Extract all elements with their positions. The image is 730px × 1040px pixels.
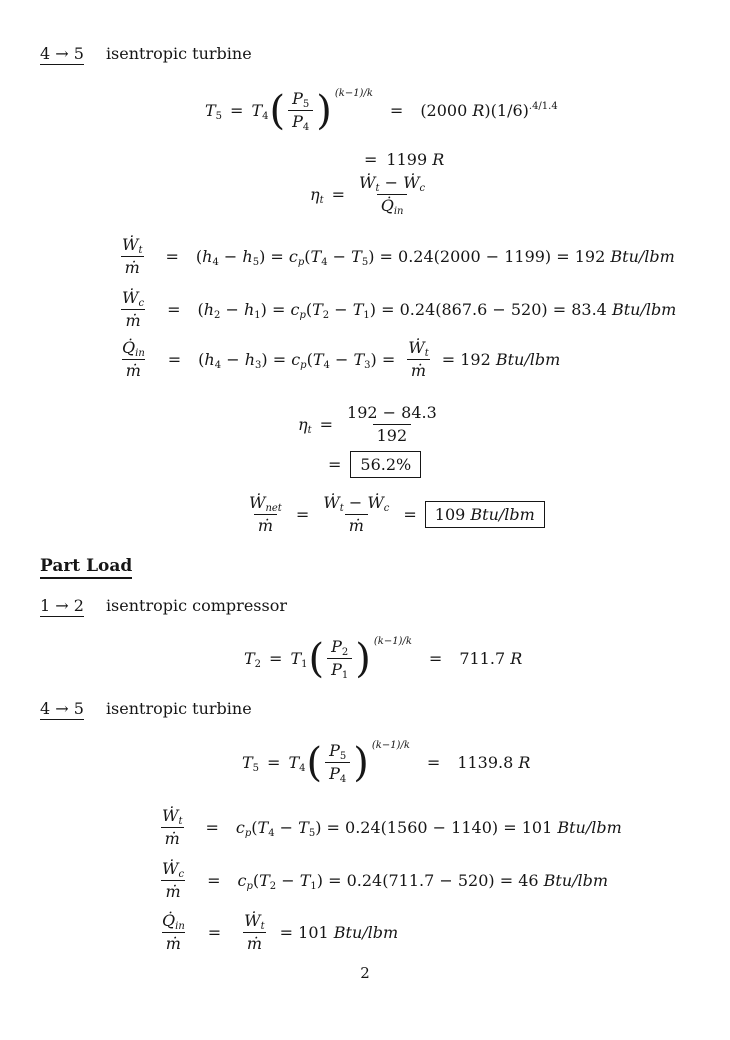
math-text: ) = bbox=[260, 300, 291, 319]
minus-sign: − bbox=[276, 871, 300, 890]
math-run bbox=[198, 350, 395, 369]
math-text: ) = bbox=[261, 350, 292, 369]
page-number: 2 bbox=[360, 964, 370, 982]
numerator bbox=[118, 234, 146, 256]
var: η bbox=[298, 415, 308, 434]
denominator: 192 bbox=[373, 424, 412, 447]
var: c bbox=[290, 300, 300, 319]
numerator bbox=[355, 172, 429, 194]
var-sub: 2 bbox=[341, 647, 349, 658]
var: ṁ bbox=[125, 311, 141, 330]
var: ṁ bbox=[125, 361, 141, 380]
var-sub: t bbox=[307, 425, 312, 436]
fraction bbox=[288, 88, 313, 133]
var: Ẇ bbox=[162, 859, 179, 878]
var-sub: t bbox=[424, 348, 429, 359]
math-text: ( bbox=[252, 871, 260, 890]
equals-sign: = bbox=[207, 871, 221, 890]
var-sub: t bbox=[319, 195, 324, 206]
fraction bbox=[158, 805, 186, 850]
fraction bbox=[240, 910, 268, 955]
equals-sign: = bbox=[389, 101, 404, 120]
var-sub: c bbox=[383, 503, 390, 514]
math-run bbox=[205, 101, 269, 120]
equation-eta-result bbox=[328, 451, 421, 478]
var: Q̇ bbox=[122, 338, 136, 357]
math-run bbox=[197, 300, 676, 319]
fraction bbox=[319, 492, 393, 537]
equals-sign: = bbox=[267, 753, 281, 772]
var: h bbox=[243, 300, 255, 319]
fraction bbox=[118, 234, 146, 279]
numerator bbox=[319, 492, 393, 514]
unit: R bbox=[518, 753, 531, 772]
math-text: ( bbox=[197, 300, 204, 319]
denominator bbox=[243, 932, 266, 955]
var-sub: t bbox=[375, 183, 380, 194]
math-text: = 192 bbox=[441, 350, 496, 369]
var: ṁ bbox=[410, 361, 427, 380]
math-run bbox=[242, 753, 306, 772]
var-sub: 4 bbox=[262, 111, 269, 122]
state-range: 1 → 2 bbox=[40, 596, 84, 615]
var: T bbox=[288, 753, 300, 772]
numerator bbox=[245, 492, 286, 514]
var: ṁ bbox=[165, 882, 181, 901]
var-sub: 2 bbox=[214, 310, 221, 321]
equals-sign: = bbox=[295, 505, 310, 524]
heading-label: isentropic turbine bbox=[105, 44, 252, 63]
math-run bbox=[457, 753, 530, 772]
math-text: ( bbox=[304, 247, 311, 266]
math-text: = 101 bbox=[279, 923, 334, 942]
var-sub: net bbox=[265, 503, 282, 514]
unit: Btu/lbm bbox=[610, 247, 675, 266]
equals-sign: = bbox=[331, 185, 346, 204]
fraction bbox=[118, 337, 149, 382]
equals-sign: = bbox=[428, 649, 443, 668]
minus-sign: − bbox=[329, 350, 354, 369]
var: ṁ bbox=[348, 516, 364, 535]
fraction bbox=[245, 492, 286, 537]
state-range: 4 → 5 bbox=[40, 699, 84, 718]
var: Q̇ bbox=[162, 911, 176, 930]
var-sub: 3 bbox=[364, 360, 371, 371]
var-sub: p bbox=[297, 257, 305, 268]
var: R bbox=[472, 101, 485, 120]
denominator bbox=[122, 359, 145, 382]
var: Ẇ bbox=[403, 173, 420, 192]
math-run bbox=[236, 818, 622, 837]
numerator bbox=[327, 636, 352, 658]
var: Q̇ bbox=[380, 196, 394, 215]
var: Ẇ bbox=[249, 493, 266, 512]
equation-t5-value bbox=[364, 150, 444, 169]
minus-sign: − bbox=[329, 300, 353, 319]
var: Ẇ bbox=[244, 911, 261, 930]
var: P bbox=[292, 112, 303, 131]
var-sub: 4 bbox=[339, 774, 347, 785]
math-text: ) = 0.24(2000 − 1199) = 192 bbox=[368, 247, 611, 266]
var: T bbox=[353, 350, 365, 369]
var-sub: in bbox=[393, 206, 404, 217]
math-text: 109 bbox=[434, 505, 471, 524]
var: h bbox=[242, 247, 253, 266]
var-sub: 2 bbox=[269, 881, 277, 892]
var-sub: 5 bbox=[339, 751, 347, 762]
section-heading-12-compressor bbox=[40, 596, 287, 617]
var: h bbox=[244, 350, 255, 369]
var: P bbox=[292, 89, 303, 108]
equals-sign: = bbox=[403, 505, 417, 524]
var: Ẇ bbox=[122, 235, 139, 254]
var: T bbox=[351, 247, 362, 266]
var: ṁ bbox=[257, 516, 273, 535]
minus-sign: − bbox=[220, 300, 244, 319]
unit: Btu/lbm bbox=[470, 505, 535, 524]
var-sub: 5 bbox=[361, 257, 369, 268]
math-run bbox=[442, 350, 561, 369]
var: c bbox=[237, 871, 247, 890]
math-text: ) = bbox=[370, 350, 396, 369]
equation-qin-rate bbox=[116, 337, 560, 382]
var-sub: in bbox=[175, 921, 185, 932]
result-box bbox=[425, 501, 545, 528]
math-run bbox=[196, 247, 675, 266]
var: Ẇ bbox=[359, 173, 376, 192]
var-sub: t bbox=[339, 503, 344, 514]
numerator bbox=[325, 740, 350, 762]
numerator bbox=[404, 337, 432, 359]
math-text: ( bbox=[251, 818, 258, 837]
denominator bbox=[407, 359, 430, 382]
fraction bbox=[158, 910, 189, 955]
var: T bbox=[242, 753, 253, 772]
denominator bbox=[161, 827, 184, 850]
numerator bbox=[158, 805, 186, 827]
unit: Btu/lbm bbox=[333, 923, 399, 942]
heading-label: isentropic turbine bbox=[105, 699, 252, 718]
math-text: ( bbox=[306, 350, 313, 369]
denominator bbox=[254, 514, 277, 537]
numerator bbox=[118, 287, 148, 309]
var-sub: 1 bbox=[341, 670, 349, 681]
var-sub: 1 bbox=[254, 310, 261, 321]
numerator: 192 − 84.3 bbox=[347, 403, 437, 422]
equation-wc-rate bbox=[116, 287, 676, 332]
fraction bbox=[355, 172, 429, 217]
denominator bbox=[327, 658, 352, 681]
numerator bbox=[158, 910, 189, 932]
var-sub: 4 bbox=[323, 360, 330, 371]
exponent: .4/1.4 bbox=[528, 101, 558, 112]
result-box: 56.2% bbox=[350, 451, 421, 478]
equation-wc-rate-part bbox=[156, 858, 608, 903]
denominator bbox=[121, 256, 144, 279]
fraction bbox=[158, 858, 188, 903]
var: η bbox=[310, 185, 320, 204]
var: T bbox=[352, 300, 364, 319]
equation-eta-definition bbox=[310, 172, 431, 217]
math-run bbox=[298, 415, 312, 434]
var: T bbox=[298, 818, 309, 837]
exponent: (k−1)/k bbox=[373, 636, 412, 647]
var: P bbox=[331, 660, 342, 679]
var-sub: 1 bbox=[310, 881, 317, 892]
var: Ẇ bbox=[408, 338, 425, 357]
var: h bbox=[204, 350, 215, 369]
var-sub: p bbox=[299, 310, 306, 321]
var-sub: 5 bbox=[252, 257, 260, 268]
math-text: ) = 0.24(867.6 − 520) = 83.4 bbox=[369, 300, 612, 319]
unit: R bbox=[432, 150, 445, 169]
unit: Btu/lbm bbox=[543, 871, 609, 890]
exponent: (k−1)/k bbox=[334, 88, 373, 99]
var-sub: c bbox=[138, 298, 145, 309]
math-text: )(1/6) bbox=[484, 101, 529, 120]
minus-sign: − bbox=[218, 247, 243, 266]
heading-label: isentropic compressor bbox=[105, 596, 287, 615]
fraction bbox=[343, 402, 441, 447]
section-heading-45-turbine-full bbox=[40, 44, 252, 65]
equals-sign: = bbox=[167, 300, 181, 319]
fraction bbox=[404, 337, 432, 382]
denominator bbox=[345, 514, 368, 537]
var-sub: 2 bbox=[322, 310, 330, 321]
var-sub: 5 bbox=[215, 111, 223, 122]
var: T bbox=[310, 247, 322, 266]
var: ṁ bbox=[165, 934, 181, 953]
math-run bbox=[280, 923, 399, 942]
var-sub: t bbox=[178, 816, 183, 827]
equation-t2-part-load: $T_2 = T_1$ ( $\frac{P_2}{P_1}$ ) (k−1)/k = 711.7 R bbox=[244, 635, 523, 682]
var: T bbox=[259, 871, 270, 890]
math-text: ( bbox=[195, 247, 203, 266]
numerator bbox=[118, 337, 149, 359]
var: h bbox=[202, 247, 213, 266]
var-sub: 4 bbox=[212, 257, 219, 268]
math-run bbox=[310, 185, 324, 204]
fraction bbox=[325, 740, 350, 785]
var-sub: t bbox=[138, 245, 143, 256]
denominator bbox=[162, 932, 185, 955]
var-sub: 4 bbox=[299, 763, 306, 774]
unit: Btu/lbm bbox=[611, 300, 677, 319]
var-sub: p bbox=[246, 881, 253, 892]
numerator bbox=[240, 910, 268, 932]
var: T bbox=[205, 101, 216, 120]
var: P bbox=[329, 741, 340, 760]
heading-part-load bbox=[40, 556, 132, 579]
denominator bbox=[161, 880, 184, 903]
var: ṁ bbox=[124, 258, 140, 277]
var: T bbox=[299, 871, 311, 890]
minus-sign: − bbox=[379, 173, 404, 192]
fraction bbox=[118, 287, 148, 332]
equals-sign: = bbox=[167, 350, 182, 369]
denominator bbox=[121, 309, 144, 332]
math-text: ) = 0.24(711.7 − 520) = 46 bbox=[316, 871, 544, 890]
var-sub: 4 bbox=[268, 828, 275, 839]
var: ṁ bbox=[164, 829, 180, 848]
var: c bbox=[235, 818, 245, 837]
math-run bbox=[237, 871, 608, 890]
var-sub: 3 bbox=[255, 360, 262, 371]
equation-wt-rate bbox=[116, 234, 675, 279]
equals-sign: = bbox=[328, 455, 342, 474]
var-sub: p bbox=[300, 360, 307, 371]
state-range: 4 → 5 bbox=[40, 44, 84, 63]
var-sub: in bbox=[135, 348, 145, 359]
equation-wnet bbox=[243, 492, 545, 537]
var: Ẇ bbox=[122, 288, 139, 307]
equation-wt-rate-part bbox=[156, 805, 622, 850]
math-text: (2000 bbox=[420, 101, 473, 120]
equation-qin-rate-part bbox=[156, 910, 398, 955]
math-text: 1199 bbox=[386, 150, 433, 169]
var: c bbox=[291, 350, 301, 369]
var: Ẇ bbox=[367, 493, 384, 512]
equation-t5-part-load: $T_5 = T_4$ ( $\frac{P_5}{P_4}$ ) (k−1)/k = 1139.8 R bbox=[242, 739, 531, 786]
var: P bbox=[331, 637, 342, 656]
var-sub: 4 bbox=[214, 360, 222, 371]
var: Ẇ bbox=[162, 806, 179, 825]
var: P bbox=[329, 764, 340, 783]
math-text: 711.7 bbox=[459, 649, 511, 668]
minus-sign: − bbox=[327, 247, 352, 266]
math-text: ) = 0.24(1560 − 1140) = 101 bbox=[315, 818, 558, 837]
math-text: ( bbox=[305, 300, 313, 319]
var-sub: 4 bbox=[302, 122, 310, 133]
equation-eta-value bbox=[298, 402, 443, 447]
section-heading-45-turbine-part bbox=[40, 699, 252, 720]
var: c bbox=[288, 247, 298, 266]
var: Ẇ bbox=[323, 493, 340, 512]
math-run bbox=[244, 649, 308, 668]
equals-sign: = bbox=[230, 101, 244, 120]
exponent: (k−1)/k bbox=[371, 740, 410, 751]
math-run bbox=[420, 101, 557, 120]
equals-sign: = bbox=[319, 415, 334, 434]
equals-sign: = bbox=[269, 649, 283, 668]
var-sub: c bbox=[419, 183, 426, 194]
denominator bbox=[377, 194, 408, 217]
equals-sign: = bbox=[205, 818, 219, 837]
var: ṁ bbox=[246, 934, 262, 953]
var: T bbox=[244, 649, 255, 668]
var-sub: 1 bbox=[301, 659, 308, 670]
var-sub: 4 bbox=[321, 257, 328, 268]
math-run bbox=[386, 150, 444, 169]
var: T bbox=[257, 818, 269, 837]
equals-sign: = bbox=[364, 150, 378, 169]
var-sub: 1 bbox=[363, 310, 370, 321]
math-text: ( bbox=[198, 350, 205, 369]
numerator bbox=[158, 858, 188, 880]
math-text: 1139.8 bbox=[457, 753, 519, 772]
var-sub: p bbox=[244, 828, 252, 839]
var-sub: t bbox=[260, 921, 265, 932]
var: T bbox=[312, 300, 323, 319]
equals-sign: = bbox=[165, 247, 179, 266]
unit: R bbox=[510, 649, 523, 668]
denominator bbox=[325, 762, 350, 785]
numerator bbox=[288, 88, 313, 110]
var-sub: 5 bbox=[308, 828, 316, 839]
minus-sign: − bbox=[274, 818, 299, 837]
fraction bbox=[327, 636, 352, 681]
denominator bbox=[288, 110, 313, 133]
equals-sign: = bbox=[207, 923, 222, 942]
math-text: ) = bbox=[259, 247, 289, 266]
var-sub: 5 bbox=[302, 99, 310, 110]
minus-sign: − bbox=[343, 493, 368, 512]
equation-t5-full-load: $T_5 = T_4$ ( $\frac{P_5}{P_4}$ ) (k−1)/k = (2000 $R)(1/6)^{.4/1.4}$ bbox=[205, 87, 558, 134]
var: T bbox=[312, 350, 324, 369]
var: T bbox=[290, 649, 302, 668]
var: h bbox=[203, 300, 215, 319]
var-sub: 2 bbox=[254, 659, 262, 670]
unit: Btu/lbm bbox=[557, 818, 622, 837]
var: T bbox=[251, 101, 263, 120]
var-sub: 5 bbox=[252, 763, 260, 774]
equals-sign: = bbox=[426, 753, 441, 772]
minus-sign: − bbox=[221, 350, 245, 369]
heading-title: Part Load bbox=[40, 556, 132, 579]
math-run bbox=[459, 649, 522, 668]
unit: Btu/lbm bbox=[495, 350, 561, 369]
var-sub: c bbox=[178, 869, 185, 880]
